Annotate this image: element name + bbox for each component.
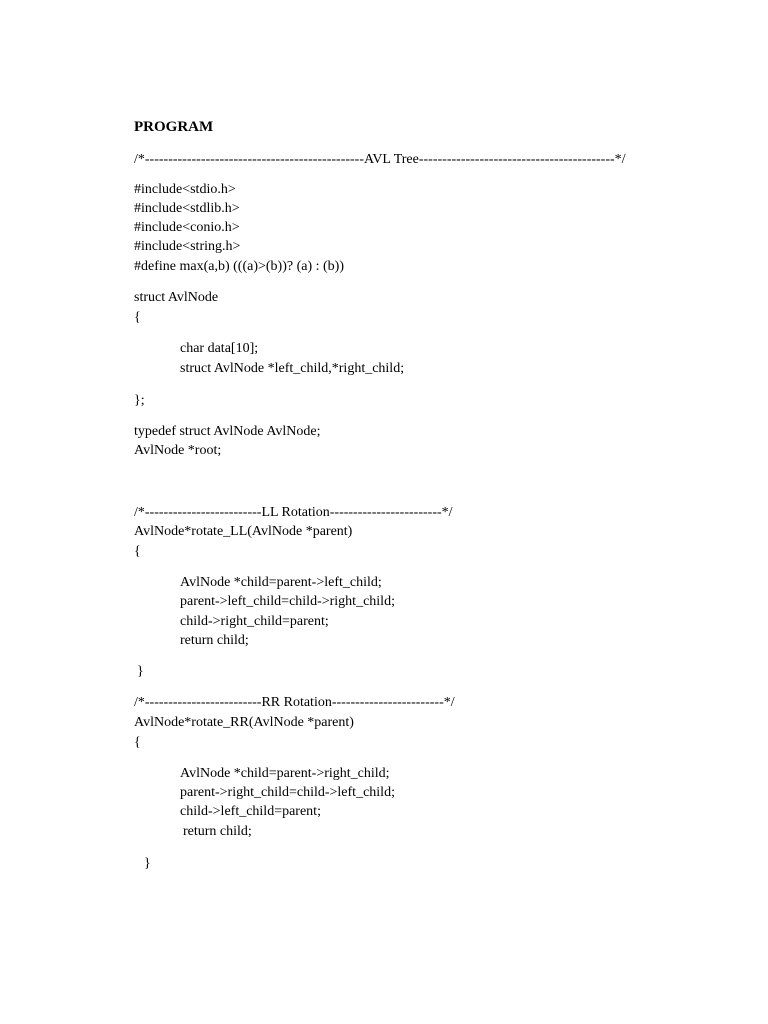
code-line: struct AvlNode: [134, 290, 219, 305]
code-line: return child;: [183, 824, 252, 839]
code-line: }: [144, 856, 151, 871]
code-line: #define max(a,b) (((a)>(b))? (a) : (b)): [134, 259, 344, 274]
code-line: #include<conio.h>: [134, 220, 240, 235]
code-line: };: [134, 393, 145, 408]
code-line: char data[10];: [180, 341, 259, 356]
code-line: /*-------------------------RR Rotation------------------------*/: [134, 695, 455, 710]
page-heading: PROGRAM: [134, 119, 214, 135]
code-line: {: [134, 544, 141, 559]
code-line: AvlNode*rotate_RR(AvlNode *parent): [134, 715, 354, 730]
code-line: AvlNode*rotate_LL(AvlNode *parent): [134, 524, 353, 539]
code-line: /*-----------------------------------------------AVL Tree------------------------------------------*/: [134, 152, 626, 167]
code-line: AvlNode *child=parent->right_child;: [180, 766, 390, 781]
code-line: return child;: [180, 633, 249, 648]
code-line: }: [137, 664, 144, 679]
code-line: {: [134, 735, 141, 750]
code-line: AvlNode *child=parent->left_child;: [180, 575, 382, 590]
code-line: child->left_child=parent;: [180, 804, 321, 819]
code-line: {: [134, 310, 141, 325]
code-line: child->right_child=parent;: [180, 614, 329, 629]
code-line: #include<stdio.h>: [134, 182, 236, 197]
code-line: #include<stdlib.h>: [134, 201, 240, 216]
code-line: typedef struct AvlNode AvlNode;: [134, 424, 321, 439]
code-line: struct AvlNode *left_child,*right_child;: [180, 361, 405, 376]
code-line: parent->left_child=child->right_child;: [180, 594, 395, 609]
code-line: parent->right_child=child->left_child;: [180, 785, 395, 800]
code-line: AvlNode *root;: [134, 443, 222, 458]
code-line: /*-------------------------LL Rotation------------------------*/: [134, 505, 453, 520]
code-line: #include<string.h>: [134, 239, 241, 254]
